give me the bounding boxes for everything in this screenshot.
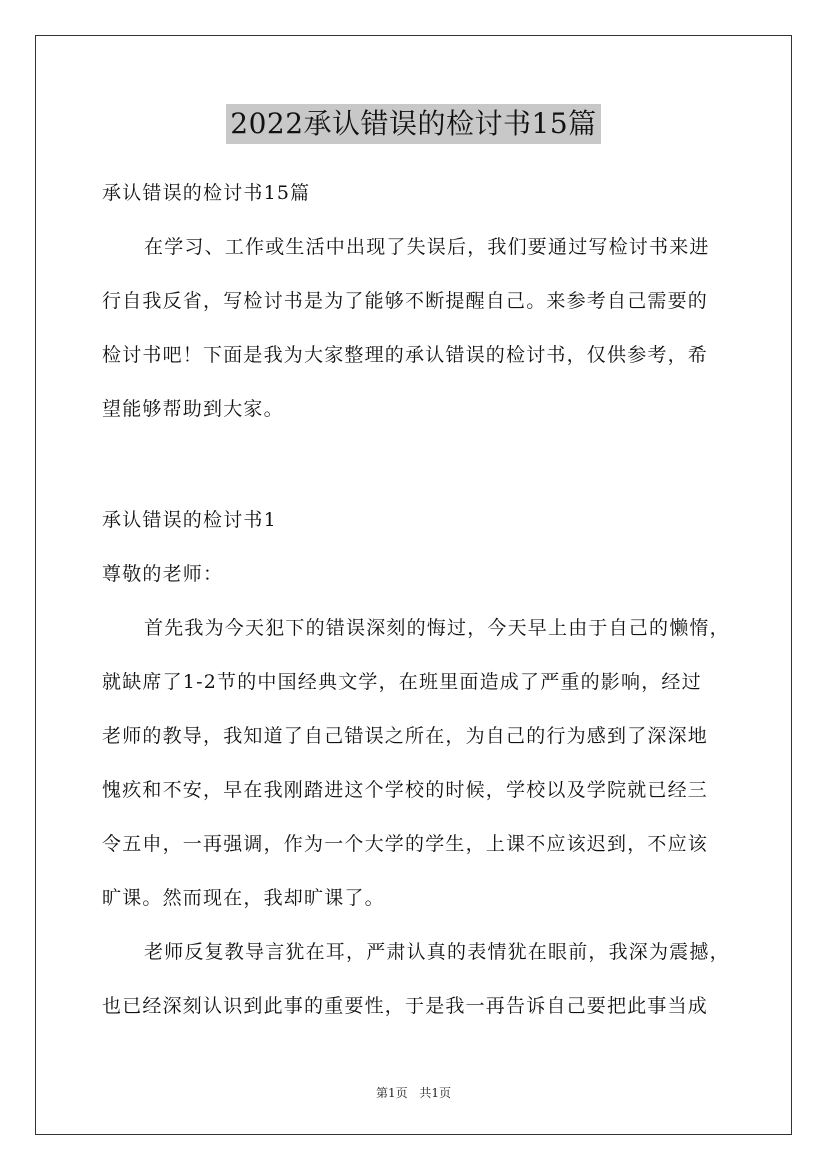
page-footer: [0, 1084, 827, 1101]
paragraph-line: 旷课。然而现在，我却旷课了。: [102, 887, 385, 909]
paragraph-line: 在学习、工作或生活中出现了失误后，我们要通过写检讨书来进: [144, 236, 710, 258]
document-title-text: 2022承认错误的检讨书15篇: [226, 104, 600, 144]
paragraph-line: 也已经深刻认识到此事的重要性，于是我一再告诉自己要把此事当成: [102, 995, 709, 1017]
document-title: [0, 104, 827, 144]
paragraph-line: 行自我反省，写检讨书是为了能够不断提醒自己。来参考自己需要的: [102, 290, 709, 312]
paragraph-line: 愧疚和不安，早在我刚踏进这个学校的时候，学校以及学院就已经三: [102, 779, 709, 801]
paragraph-line: 老师反复教导言犹在耳，严肃认真的表情犹在眼前，我深为震撼，: [144, 941, 730, 963]
paragraph-line: 检讨书吧！下面是我为大家整理的承认错误的检讨书，仅供参考，希: [102, 344, 709, 366]
salutation: 尊敬的老师：: [102, 563, 224, 585]
paragraph-line: 就缺席了1-2节的中国经典文学，在班里面造成了严重的影响，经过: [102, 671, 702, 693]
paragraph-line: 望能够帮助到大家。: [102, 398, 284, 420]
paragraph-line: 令五申，一再强调，作为一个大学的学生，上课不应该迟到，不应该: [102, 833, 709, 855]
subtitle-line: 承认错误的检讨书15篇: [102, 182, 311, 204]
paragraph-line: 老师的教导，我知道了自己错误之所在，为自己的行为感到了深深地: [102, 725, 709, 747]
page-total: 共1页: [419, 1086, 452, 1100]
paragraph-line: 首先我为今天犯下的错误深刻的悔过，今天早上由于自己的懒惰，: [144, 617, 730, 639]
page-number: 第1页: [375, 1086, 408, 1100]
section-heading: 承认错误的检讨书1: [102, 509, 277, 531]
